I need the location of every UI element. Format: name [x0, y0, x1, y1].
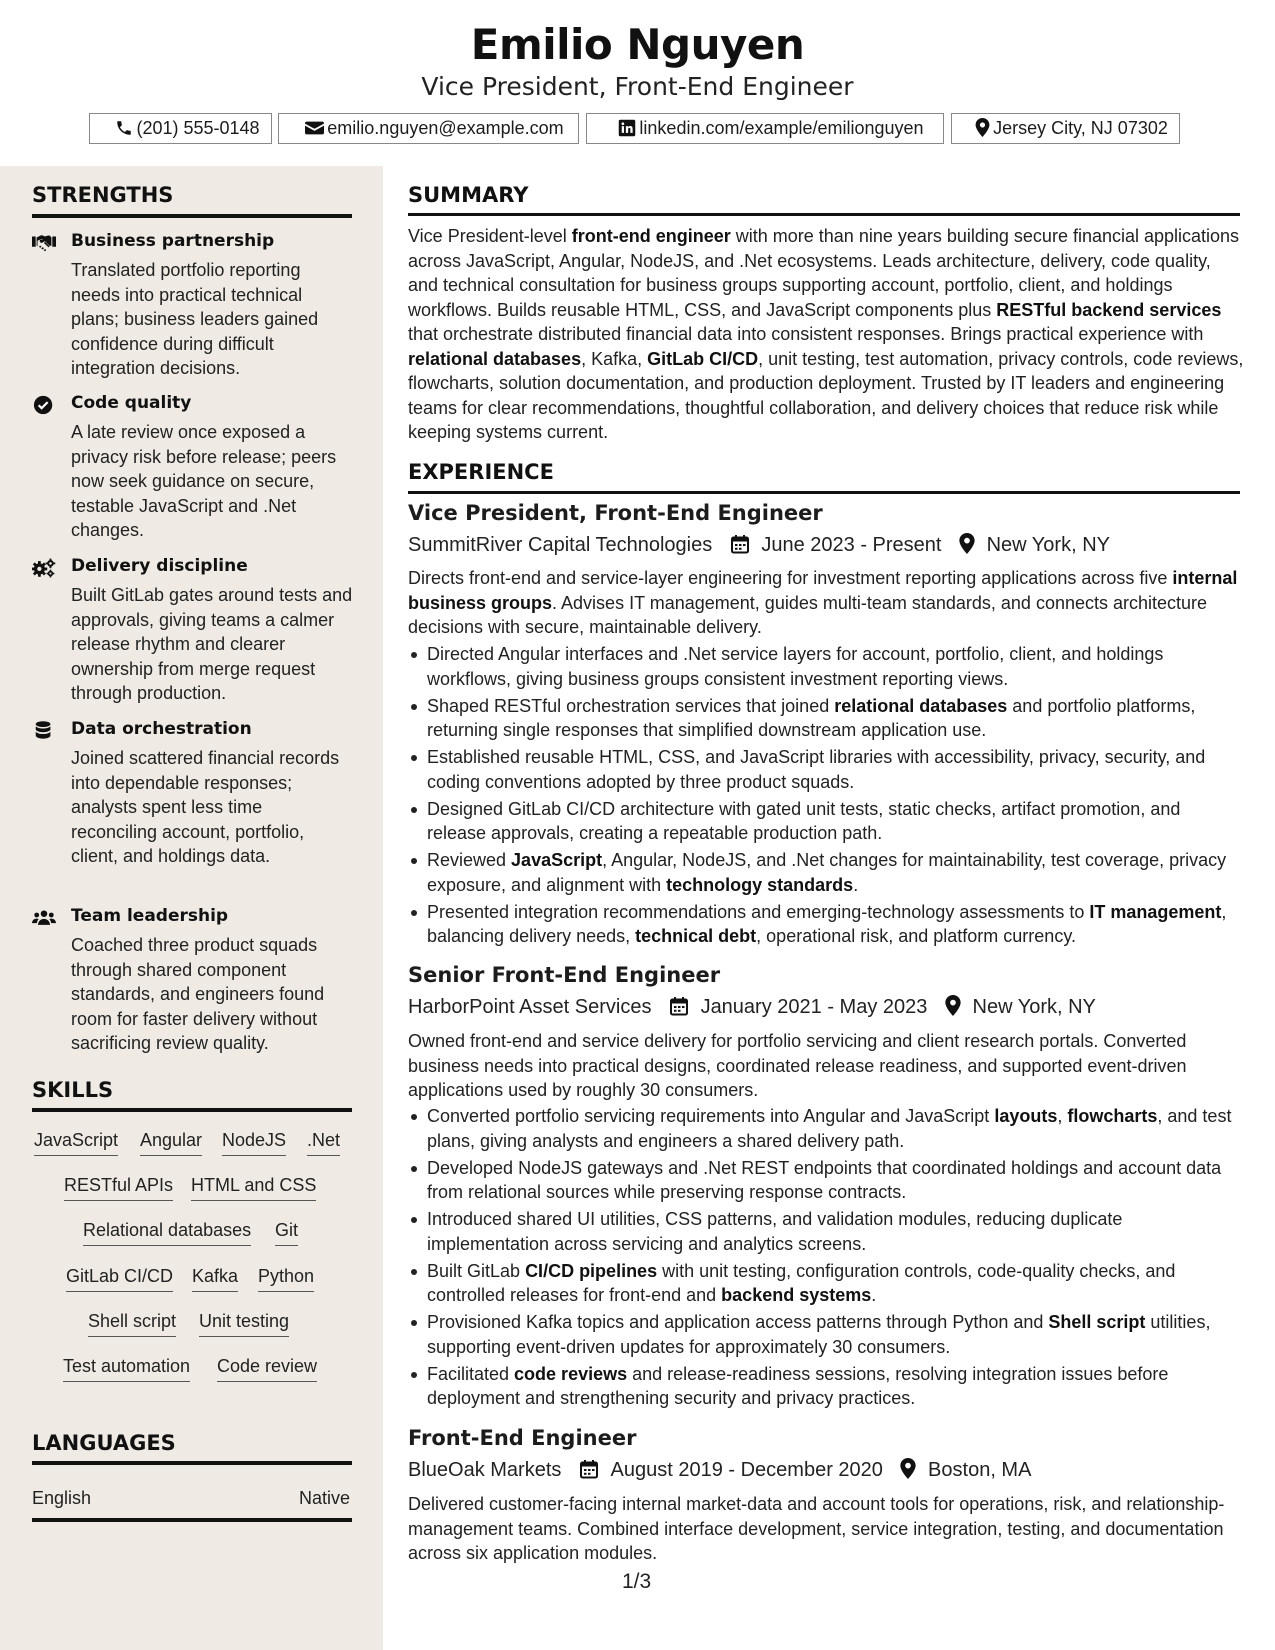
language-name: English [32, 1488, 92, 1508]
job-dates: January 2021 - May 2023 [700, 996, 928, 1018]
job-bullet: Established reusable HTML, CSS, and JavaScript libraries with accessibility, privacy, security, and coding conventions adopted by three product squads. [408, 745, 1240, 794]
job-dates: June 2023 - Present [761, 534, 942, 556]
database-icon [32, 720, 56, 742]
job-bullet: Provisioned Kafka topics and application access patterns through Python and Shell script utilities, supporting event-driven updates for approximately 30 consumers. [408, 1310, 1240, 1359]
job-bullet: Built GitLab CI/CD pipelines with unit testing, configuration controls, code-quality checks, and controlled releases for front-end and backend systems. [408, 1259, 1240, 1308]
calendar-icon [669, 996, 689, 1016]
job-company: SummitRiver Capital Technologies [408, 534, 713, 556]
gears-icon [32, 557, 56, 579]
experience-heading: EXPERIENCE [408, 460, 554, 484]
resume-header [0, 0, 1275, 166]
skill-tag: NodeJS [222, 1129, 286, 1156]
strengths-heading: STRENGTHS [32, 183, 174, 207]
candidate-name: Emilio Nguyen [470, 20, 805, 69]
strength-title: Data orchestration [71, 719, 252, 739]
job-bullet: Reviewed JavaScript, Angular, NodeJS, and .Net changes for maintainability, test coverage, privacy exposure, and alignment with technology standards. [408, 848, 1240, 897]
users-icon [32, 907, 56, 929]
job-intro: Delivered customer-facing internal market-data and account tools for operations, risk, and relationship-management teams. Combined interface development, service integration, testing, and documentation across six application modules. [408, 1494, 1225, 1563]
strength-desc: Coached three product squads through shared component standards, and engineers found room for faster delivery without sacrificing review quality. [71, 935, 325, 1053]
job-bullet: Shaped RESTful orchestration services that joined relational databases and portfolio platforms, returning single responses that simplified downstream application use. [408, 694, 1240, 743]
skill-tag: Kafka [192, 1265, 238, 1292]
contact-location-text: Jersey City, NJ 07302 [993, 118, 1168, 138]
contact-bar [0, 113, 1275, 145]
contact-email[interactable] [278, 113, 579, 144]
skill-tag: RESTful APIs [64, 1174, 173, 1201]
job-location: Boston, MA [928, 1459, 1032, 1481]
contact-linkedin-text: linkedin.com/example/emilionguyen [639, 118, 924, 138]
job-bullets [408, 1104, 1240, 1413]
job-location: New York, NY [986, 534, 1110, 556]
strength-desc: Built GitLab gates around tests and approvals, giving teams a calmer release rhythm and clearer ownership from merge request through production. [71, 585, 353, 703]
job-title: Vice President, Front-End Engineer [408, 501, 823, 525]
language-level-bar [32, 1518, 352, 1522]
envelope-icon [305, 120, 324, 136]
job-bullet: Presented integration recommendations and emerging-technology assessments to IT management, balancing delivery needs, technical debt, operational risk, and platform currency. [408, 900, 1240, 949]
skill-tag: Code review [217, 1355, 317, 1382]
job-bullet: Developed NodeJS gateways and .Net REST endpoints that coordinated holdings and account data from relational sources while preserving response contracts. [408, 1156, 1240, 1205]
skill-tag: Relational databases [83, 1219, 251, 1246]
skills-rule [32, 1108, 352, 1112]
strength-title: Team leadership [71, 906, 229, 926]
calendar-icon [730, 534, 750, 554]
phone-icon [115, 119, 133, 137]
job-intro: Owned front-end and service delivery for portfolio servicing and client research portals. Converted business needs into practical designs, coordinated release readiness, and supported event-driven applications used by roughly 30 consumers. [408, 1031, 1187, 1100]
strength-desc: A late review once exposed a privacy risk before release; peers now seek guidance on secure, testable JavaScript and .Net changes. [71, 422, 337, 540]
skill-tag: Unit testing [199, 1310, 289, 1337]
map-pin-icon [975, 118, 990, 137]
skills-heading: SKILLS [32, 1078, 114, 1102]
job-bullet: Introduced shared UI utilities, CSS patterns, and validation modules, reducing duplicate implementation across servicing and analytics screens. [408, 1207, 1240, 1256]
contact-linkedin[interactable] [586, 113, 944, 144]
skill-tag: HTML and CSS [191, 1174, 316, 1201]
job-company: HarborPoint Asset Services [408, 996, 652, 1018]
contact-email-text: emilio.nguyen@example.com [327, 118, 564, 138]
contact-location [951, 113, 1180, 144]
job-title: Front-End Engineer [408, 1426, 637, 1450]
languages-heading: LANGUAGES [32, 1431, 176, 1455]
job-meta [408, 994, 1096, 1020]
linkedin-icon [618, 119, 636, 137]
job-bullets [408, 642, 1240, 951]
map-pin-icon [959, 533, 975, 554]
calendar-icon [579, 1459, 599, 1479]
experience-rule [408, 491, 1240, 494]
skill-tag: Angular [140, 1129, 202, 1156]
job-company: BlueOak Markets [408, 1459, 562, 1481]
skill-tag: GitLab CI/CD [66, 1265, 173, 1292]
job-bullet: Designed GitLab CI/CD architecture with gated unit tests, static checks, artifact promotion, and release approvals, creating a repeatable production path. [408, 797, 1240, 846]
strength-desc: Translated portfolio reporting needs into practical technical plans; business leaders gained confidence during difficult integration decisions. [71, 260, 319, 378]
skill-tag: Python [258, 1265, 314, 1292]
language-level: Native [298, 1488, 350, 1508]
skill-tag: JavaScript [34, 1129, 118, 1156]
strength-desc: Joined scattered financial records into dependable responses; analysts spent less time reconciling account, portfolio, client, and holdings data. [71, 748, 340, 866]
skill-tag: Git [275, 1219, 298, 1246]
job-bullet: Facilitated code reviews and release-readiness sessions, resolving integration issues before deployment and strengthening security and privacy practices. [408, 1362, 1240, 1411]
job-dates: August 2019 - December 2020 [610, 1459, 883, 1481]
page-number: 1/3 [622, 1570, 652, 1593]
job-location: New York, NY [972, 996, 1096, 1018]
map-pin-icon [900, 1458, 916, 1479]
summary-text: Vice President-level front-end engineer with more than nine years building secure financial applications across JavaScript, Angular, NodeJS, and .Net ecosystems. Leads architecture, delivery, code quality, and technical consultation for business groups supporting account, portfolio, client, and holdings workflows. Builds reusable HTML, CSS, and JavaScript components plus RESTful backend services that orchestrate distributed financial data into consistent responses. Brings practical experience with relational databases, Kafka, GitLab CI/CD, unit testing, test automation, privacy controls, code reviews, flowcharts, solution documentation, and production deployment. Trusted by IT leaders and engineering teams for clear recommendations, thoughtful collaboration, and delivery choices that reduce risk while keeping systems current. [408, 226, 1244, 442]
job-bullet: Converted portfolio servicing requirements into Angular and JavaScript layouts, flowcharts, and test plans, giving analysts and engineers a shared delivery path. [408, 1104, 1240, 1153]
strength-title: Code quality [71, 393, 192, 413]
languages-rule [32, 1461, 352, 1465]
contact-phone-text: (201) 555-0148 [136, 118, 260, 138]
job-meta [408, 1457, 1031, 1483]
skill-tag: Test automation [63, 1355, 190, 1382]
skill-tag: Shell script [88, 1310, 176, 1337]
check-circle-icon [32, 394, 56, 416]
strength-title: Business partnership [71, 231, 275, 251]
job-intro: Directs front-end and service-layer engineering for investment reporting applications across five internal business groups. Advises IT management, guides multi-team standards, and connects architecture decisions with secure, maintainable delivery. [408, 568, 1238, 637]
job-bullet: Directed Angular interfaces and .Net service layers for account, portfolio, client, and holdings workflows, giving business groups consistent investment reporting views. [408, 642, 1240, 691]
strength-title: Delivery discipline [71, 556, 248, 576]
job-title: Senior Front-End Engineer [408, 963, 721, 987]
strengths-rule [32, 214, 352, 218]
job-meta [408, 532, 1110, 558]
candidate-title: Vice President, Front-End Engineer [421, 72, 854, 101]
map-pin-icon [945, 995, 961, 1016]
skill-tag: .Net [307, 1129, 340, 1156]
handshake-icon [32, 232, 56, 254]
summary-rule [408, 213, 1240, 216]
summary-heading: SUMMARY [408, 183, 529, 207]
contact-phone[interactable] [89, 113, 272, 144]
